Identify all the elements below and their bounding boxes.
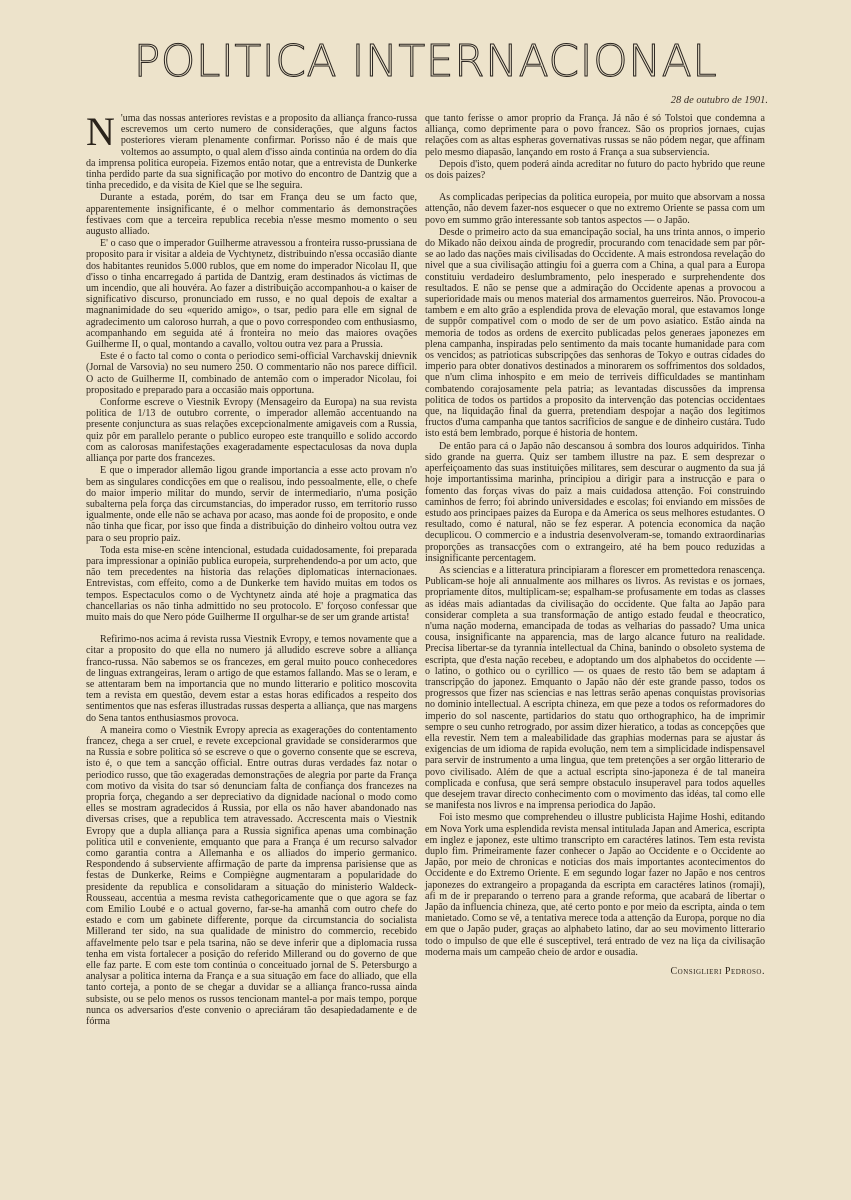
right-column — [425, 113, 765, 977]
article-paragraph: E' o caso que o imperador Guilherme atravessou a fronteira russo-prussiana de proposito para ir visitar a aldeia de Vychtynetz, distribuindo n'essa occasião diante dos habitantes reunidos 5.000 rublos, que em nome do imperador Nicolau II, que d'isso o tinha encarregado á partida de Dantzig, eram destinados ás victimas de um incendio, que ali houvéra. Ao fazer a distribuição accompanhou-a o kaiser de significativo discurso, pronunciado em russo, e no qual depois de exaltar a magnanimidade do seu «querido amigo», o tsar, pedio para elle em signal de agradecimento um caloroso hurrah, a que o povo correspondeo com enthusiasmo, acompanhando em seguida até á fronteira no meio das maiores ovações Guilherme II, o qual, montando a cavallo, voltou outra vez para a Prussia. — [86, 238, 417, 351]
left-column — [86, 109, 417, 1028]
article-paragraph: Depois d'isto, quem poderá ainda acreditar no futuro do pacto hybrido que reune os dois paizes? — [425, 158, 765, 182]
article-paragraph: Durante a estada, porém, do tsar em França deu se um facto que, apparentemente insignificante, é o melhor commentario ás demonstrações festivaes com que a terceira republica recebia n'esse mesmo momento o seu augusto alliado. — [86, 192, 417, 238]
article-paragraph: As complicadas peripecias da politica europeia, por muito que absorvam a nossa attenção, não devem fazer-nos esquecer o que no extremo Oriente se passa com um povo em summo grão interessante sob tantos aspectos — o Japão. — [425, 192, 765, 226]
masthead-title: POLITICA INTERNACIONAL — [133, 36, 718, 87]
article-paragraph: As sciencias e a litteratura principiaram a florescer em promettedora renascença. Publicam-se hoje ali annualmente aos milhares os livros. As revistas e os jornaes, propriamente ditos, multiplicam-se; espalham-se profusamente em todas as classes as idéas mais adiantadas da civilisação do occidente. Que falta ao Japão para considerar completa a sua transformação de antigo estado feudal e theocratico, n'uma nação moderna, emancipada de todas as velharias do passado? Uma unica cousa, insignificante na apparencia, mas de largo alcance futuro na realidade. Precisa libertar-se da tyrannia intellectual da China, banindo o obsoleto systema de escripta, que d'esta nação recebeu, e adoptando um dos alphabetos do occidente — o latino, o gothico ou o cyrillico — os quaes de resto tão bem se adaptam á transcripção do japonez. Emquanto o Japão não dér este grande passo, todos os progressos que fizer nas sciencias e nas lettras serão apenas conquistas provisorias no dominio intellectual. A escripta chineza, em que peze a todos os reformadores do imperio do sol nascente, partidarios do statu quo orthographico, ha de imprimir sempre o seu cunho retrogrado, por assim dizer hieratico, a todas as concepções que ella revestir. Nem tem a maleabilidade das graphias modernas para se ajustar ás exigencias de um idioma de rapida evolução, nem tem a simplicidade indispensavel para servir de instrumento a uma lingua, que tem pretenções a ser orgão litterario de povo civilisado. Além de que a actual escripta sino-japoneza é de tal maneira complicada e confusa, que será sempre obstaculo insuperavel para todos aquelles que desejem travar directo conhecimento com o movimento das idéas, tal como elle se manifesta nos livros e na imprensa periodica do Japão. — [425, 564, 765, 812]
drop-cap: N — [86, 109, 115, 154]
dateline: 28 de outubro de 1901. — [670, 95, 768, 106]
article-paragraph: Desde o primeiro acto da sua emancipação social, ha uns trinta annos, o imperio do Mikado não deixou ainda de progredir, procurando com tenacidade sem par pôr-se ao lado das nações mais civilisadas do Occidente. A mais estrondosa revelação do nivel que a sua civilisação attingiu foi a guerra com a China, a qual para a Europa constituiu verdadeiro deslumbramento, pelo inesperado e surprehendente dos resultados. E não se pense que a admiração do Occidente apenas a provocou a superioridade mais ou menos material dos armamentos guerreiros. Não. Provocou-a tambem e em alto grão a esplendida prova de elevação moral, que estavamos longe de suppôr compativel com o modo de ser de um povo asiatico. Estão ainda na memoria de todos as ordens de exercito publicadas pelos generaes japonezes em plena campanha, inspiradas pelo sentimento da mais tocante humanidade para com os vencidos; as patrioticas subscripções das senhoras de Tokyo e outras cidades do imperio para obter donativos destinados a minorarem os soffrimentos dos soldados, que n'um clima inhospito e em meio de terriveis difficuldades se mantinham combatendo corajosamente pela patria; as levantadas discussões da imprensa politica de todos os partidos a proposito da intervenção das potencias occidentaes que, na liquidação final da guerra, pretendiam despojar a nação dos legitimos fructos d'uma campanha que tantos sacrificios de sangue e de dinheiro custára. Tudo isto está bem lembrado, porque é historia de hontem. — [425, 226, 765, 440]
article-paragraph: Toda esta mise-en scène intencional, estudada cuidadosamente, foi preparada para impressionar a opinião publica europeia, surprehendendo-a por um acto, que não tem precedentes na historia das relações diplomaticas internacionaes. Entrevistas, com effeito, como a de Dunkerke tem havido muitas em todos os tempos. Espectaculos como o de Vychtynetz ainda até hoje a pragmatica das chancellarias os não tinha admittido no seu protocolo. E' forçoso confessar que muito mais do que Nero póde Guilherme II orgulhar-se de ser um grande artista! — [86, 544, 417, 623]
author-signature: Consiglieri Pedroso. — [670, 966, 765, 978]
article-paragraph: De então para cá o Japão não descansou á sombra dos louros adquiridos. Tinha sido grande na guerra. Quiz ser tambem illustre na paz. E sem desprezar o aperfeiçoamento das suas instituições militares, sem descurar o augmento da sua já hoje importantissima marinha, principiou a dirigir para a instrucção e para o fomento das forças vivas do paiz a mais cuidadosa attenção. Foi construindo caminhos de ferro; foi abrindo universidades e escolas; foi enviando em missões de estudo aos principaes paizes da Europa e da America os seus melhores estudantes. O resultado, como é natural, não se fez esperar. A potencia economica da nação decuplicou. O commercio e a industria desenvolveram-se, tomando extraordinarias proporções as transacções com o extrangeiro, até ha bem pouco reduzidas a insignificante percentagem. — [425, 440, 765, 564]
article-paragraph: que tanto ferisse o amor proprio da França. Já não é só Tolstoi que condemna a alliança, como deprimente para o povo francez. São os proprios jornaes, cujas relações com as altas espheras governativas russas se não pódem negar, que affinam pelo mesmo diapasão, lançando em rosto á França a sua subserviencia. — [425, 113, 765, 158]
article-paragraph: N 'uma das nossas anteriores revistas e a proposito da alliança franco-russa escrevemos um certo numero de considerações, que alguns factos posteriores vieram plenamente confirmar. Porisso não é de mais que voltemos ao assumpto, o qual alem d'isso ainda continúa na ordem do dia da imprensa politica europeia. Fizemos então notar, que a entrevista de Dunkerke tinha perdido parte da sua significação por motivo do encontro de Dantzig que a tinha precedido, e da visita de Kiel que se lhe seguira. — [86, 109, 417, 192]
article-paragraph: A maneira como o Viestnik Evropy aprecia as exagerações do contentamento francez, chega a ser cruel, e revete excepcional gravidade se considerarmos que na Russia e sobre politica só se escreve o que o governo consente que se escreva, isto é, o que tem a sancção official. Entre outras duras verdades faz notar o periodico russo, que tão exageradas demonstrações de alegria por parte da França com motivo da visita do tsar só denunciam falta de confiança dos francezes na propria força, chegando a ser depreciativo da dignidade nacional o modo como elles se mostram agradecidos á Russia, por ella os não haver abandonado nas diversas crises, que a republica tem atravessado. Accrescenta mais o Viestnik Evropy que a dupla alliança para a Russia significa apenas uma combinação politica util e conveniente, emquanto que para a França é um recurso salvador como garantia contra a Allemanha e os alliados do imperio germanico. Respondendo á subserviente affirmação de parte da imprensa parisiense que as festas de Dunkerke, Reims e Compiègne augmentaram a popularidade do presidente da republica e consolidaram a situação do ministerio Waldeck-Rousseau, accentúa a mesma revista cathegoricamente que o que agora se faz com Emilio Loubé e o actual governo, far-se-ha amanhã com outro chefe do estado e com um gabinete differente, porque da circumstancia do socialista Millerand ter sido, na sua qualidade de ministro do commercio, recebido affavelmente pelo tsar e pela tsarina, não se deve inferir que a diplomacia russa tenha em vista fortalecer a posição do referido Millerand ou do governo de que elle faz parte. E com este tom continúa o conceituado jornal de S. Petersburgo a analysar a politica interna da França e a sua situação em face do alliado, que ella tanto corteja, a ponto de se chegar a duvidar se a alliança franco-russa ainda subsiste, ou se pelo menos os russos tencionam mantel-a por mais tempo, porque nunca os adversarios d'este convenio o apreciáram tão desapiedadamente e de fórma — [86, 724, 417, 1028]
article-paragraph: Este é o facto tal como o conta o periodico semi-official Varchavskij dnievnik (Jornal de Varsovia) no seu numero 250. O commentario não nos parece difficil. O acto de Guilherme II, combinado de antemão com o imperador Nicolau, foi propositado e preparado para a occasião mais opportuna. — [86, 351, 417, 396]
article-paragraph: Conforme escreve o Viestnik Evropy (Mensageiro da Europa) na sua revista politica de 1/13 de outubro corrente, o imperador allemão accentuando na presente conjunctura as suas relações excepcionalmente amigaveis com a Russia, quiz pôr em parallelo perante o publico europeo este tranquillo e solido accordo com as calorosas manifestações exageradamente espectaculosas da nova dupla alliança por parte dos francezes. — [86, 397, 417, 465]
article-paragraph: E que o imperador allemão ligou grande importancia a esse acto provam n'o bem as singulares condicções em que o realisou, indo pessoalmente, elle, o chefe do maior imperio militar do mundo, servir de intermediario, n'uma posição subalterna pela força das circumstancias, do imperador russo, em territorio russo igualmente, onde elle não se achava por acaso, mas aonde foi de proposito, e onde não tinha que ficar, por isso que finda a distribuição do dinheiro voltou outra vez para o seu proprio paiz. — [86, 465, 417, 544]
article-paragraph: Refirimo-nos acima á revista russa Viestnik Evropy, e temos novamente que a citar a proposito do que ella no numero já alludido escreve sobre a alliança franco-russa. Não sabemos se os francezes, em geral muito pouco conhecedores de linguas extrangeiras, leram o artigo de que estamos fallando. Mas se o leram, e se attentaram bem na importancia que no mundo litterario e politico moscovita tem a revista em questão, devem estar a estas horas edificados a respeito dos sentimentos que nas esferas illustradas russas desperta a alliança, que nas margens do Sena tantos enthusiasmos provoca. — [86, 634, 417, 724]
article-paragraph: Foi isto mesmo que comprehendeu o illustre publicista Hajime Hoshi, editando em Nova York uma esplendida revista mensal intitulada Japan and America, escripta em inglez e japonez, este ultimo transcripto em caractéres latinos. Tem esta revista duplo fim. Primeiramente fazer conhecer o Japão ao Occidente e o Occidente ao Japão, por meio de chronicas e noticias dos mais importantes acontecimentos do Occidente e do Extremo Oriente. E em segundo logar fazer no Japão e nos centros japonezes do extrangeiro a propaganda da escripta em caractéres latinos (romaji), afi m de ir preparando o terreno para a grande reforma, que acabará de libertar o Japão da influencia chineza, que, até certo ponto e por meio da escripta, ainda o tem manietado. Como se vê, a tentativa merece toda a attenção da Europa, porque no dia em que o Japão puder, graças ao alphabeto latino, dar ao seu movimento litterario todo o impulso de que elle é susceptivel, terá entrado de vez na liça da civilisação moderna mais um campeão cheio de ardor e ousadia. — [425, 812, 765, 958]
